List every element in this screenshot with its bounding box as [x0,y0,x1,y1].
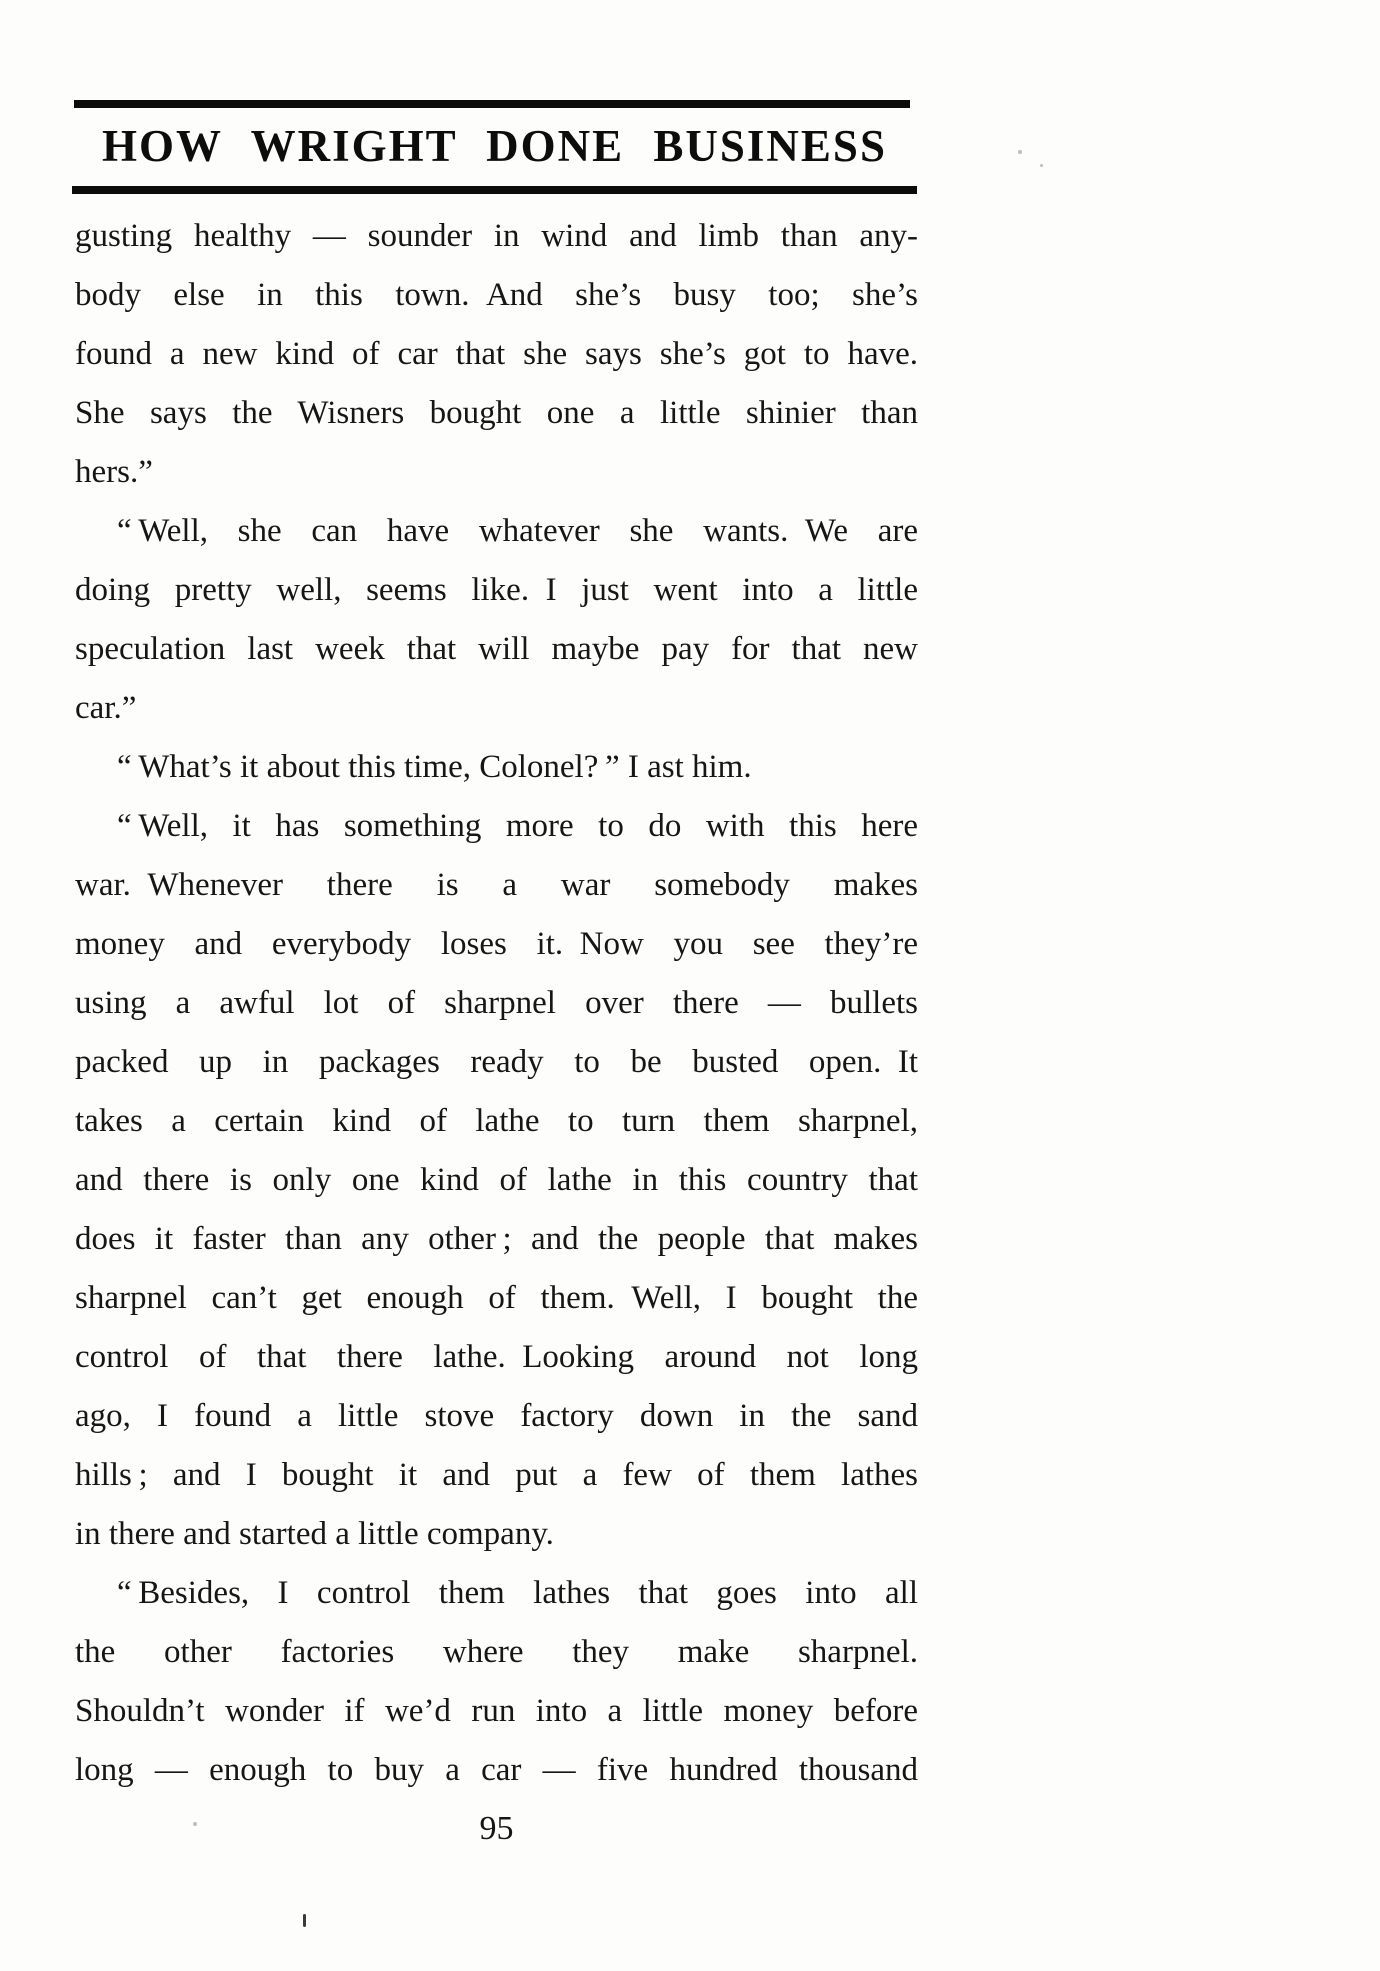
text-line: gusting healthy — sounder in wind and limb than any- [75,218,918,254]
page-header [72,100,917,194]
text-line: “ What’s it about this time, Colonel? ” I ast him. [117,749,752,785]
text-line: body else in this town. And she’s busy too; she’s [75,277,918,313]
text-line: does it faster than any other ; and the people that makes [75,1221,918,1257]
text-line: and there is only one kind of lathe in this country that [75,1162,918,1198]
text-line: packed up in packages ready to be busted open. It [75,1044,918,1080]
text-line: sharpnel can’t get enough of them. Well, I bought the [75,1280,918,1316]
page-body [75,207,918,1800]
text-line: war. Whenever there is a war somebody makes [75,867,918,903]
text-line: speculation last week that will maybe pay for that new [75,631,918,667]
text-line: Shouldn’t wonder if we’d run into a little money before [75,1693,918,1729]
text-line: ago, I found a little stove factory down in the sand [75,1398,918,1434]
header-rule-top [74,100,910,108]
text-line: found a new kind of car that she says she’s got to have. [75,336,918,372]
scan-speck [1018,150,1022,154]
text-line: using a awful lot of sharpnel over there — bullets [75,985,918,1021]
scan-speck [1040,164,1043,167]
scan-speck [193,1822,197,1826]
text-line: doing pretty well, seems like. I just went into a little [75,572,918,608]
text-line: “ Besides, I control them lathes that goes into all [117,1575,918,1611]
page-number: 95 [479,1810,514,1847]
text-line: She says the Wisners bought one a little shinier than [75,395,918,431]
header-rule-bottom [72,186,917,194]
text-line: money and everybody loses it. Now you see they’re [75,926,918,962]
text-line: “ Well, it has something more to do with this here [117,808,918,844]
text-line: the other factories where they make sharpnel. [75,1634,918,1670]
text-line: hills ; and I bought it and put a few of them lathes [75,1457,918,1493]
text-line: control of that there lathe. Looking around not long [75,1339,918,1375]
text-line: in there and started a little company. [75,1516,554,1552]
text-line: “ Well, she can have whatever she wants. We are [117,513,918,549]
text-line: hers.” [75,454,153,490]
page-title: HOW WRIGHT DONE BUSINESS [102,121,887,171]
text-line: long — enough to buy a car — five hundred thousand [75,1752,918,1788]
scan-mark [303,1914,306,1927]
text-line: takes a certain kind of lathe to turn them sharpnel, [75,1103,918,1139]
text-line: car.” [75,690,137,726]
